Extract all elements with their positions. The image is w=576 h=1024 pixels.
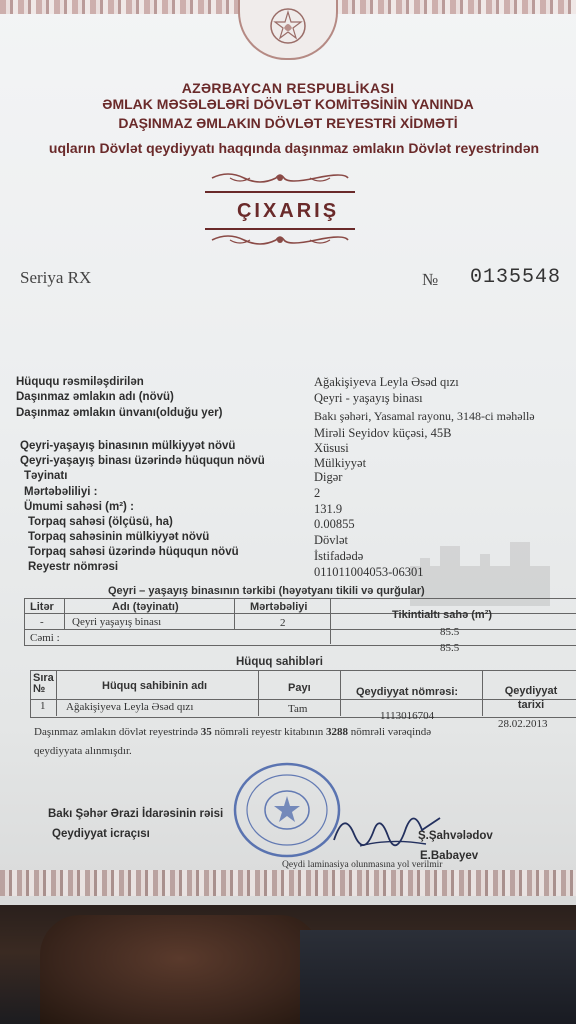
official-stamp (232, 760, 342, 860)
emblem-icon (268, 4, 308, 50)
field-label: Hüququ rəsmiləşdirilən (16, 376, 144, 388)
field-label: Təyinatı (24, 470, 68, 482)
registry-note-line2: qeydiyyata alınmışdır. (34, 745, 132, 757)
field-value: Qeyri - yaşayış binası (314, 391, 423, 405)
table-rule (258, 670, 259, 716)
handwritten-signature (330, 800, 450, 860)
field-label: Daşınmaz əmlakın ünvanı(olduğu yer) (16, 407, 223, 419)
table-rule (64, 598, 65, 629)
decorative-border-bottom (0, 870, 576, 896)
column-header: Qeydiyyat nömrəsi: (356, 686, 459, 698)
field-label: Qeyri-yaşayış binasının mülkiyyət növü (20, 440, 236, 452)
table-cell: - (40, 616, 44, 628)
title-rule-bottom (205, 228, 355, 230)
registry-note-part2: nömrəli reyestr kitabının (214, 726, 324, 738)
registry-note-part1: Daşınmaz əmlakın dövlət reyestrində (34, 726, 199, 738)
header-line-3: DAŞINMAZ ƏMLAKIN DÖVLƏT REYESTRİ XİDMƏTİ (118, 115, 458, 131)
table-cell: Tam (288, 703, 308, 715)
header-line-2: ƏMLAK MƏSƏLƏLƏRİ DÖVLƏT KOMİTƏSİNİN YANINDA (102, 96, 474, 112)
column-header: Mərtəbəliyi (250, 601, 308, 613)
field-label: Torpaq sahəsi (ölçüsü, ha) (28, 516, 173, 528)
field-value: Bakı şəhəri, Yasamal rayonu, 3148-ci məhəllə (314, 409, 535, 423)
header-line-4: uqların Dövlət qeydiyyatı haqqında daşınmaz əmlakın Dövlət reyestrindən (48, 140, 540, 156)
table-rule (482, 670, 483, 716)
column-header: Tikintialtı sahə (m²) (392, 609, 493, 621)
dark-fabric (300, 930, 576, 1024)
table-cell: 28.02.2013 (498, 718, 548, 730)
document-title: ÇIXARIŞ (236, 200, 340, 222)
header-line-1: AZƏRBAYCAN RESPUBLİKASI (181, 80, 395, 96)
table-rule (330, 598, 331, 644)
field-value: 011011004053-06301 (314, 565, 424, 579)
column-header: Qeydiyyat tarixi (504, 685, 558, 711)
field-label: Qeyri-yaşayış binası üzərində hüququn növü (20, 455, 265, 467)
registry-note-part3: nömrəli vərəqində (350, 726, 432, 738)
table-rule (340, 670, 341, 716)
title-rule-top (205, 191, 355, 193)
lamination-note: Qeydi laminasiya olunmasına yol verilmir (282, 860, 443, 870)
office-label: Bakı Şəhər Ərazi İdarəsinin rəisi (48, 808, 224, 820)
column-header: Payı (288, 682, 311, 694)
state-emblem (238, 0, 338, 60)
column-header: Sıra № (33, 672, 54, 695)
table-rule (24, 613, 576, 614)
field-label: Mərtəbəliliyi : (24, 486, 98, 498)
field-value: 2 (314, 486, 321, 500)
field-label: Daşınmaz əmlakın adı (növü) (16, 391, 174, 403)
table-rule (24, 629, 576, 630)
total-area: 85.5 (440, 642, 460, 654)
composition-caption: Qeyri – yaşayış binasının tərkibi (həyətyanı tikili və qurğular) (108, 585, 425, 597)
total-label: Cəmi : (30, 632, 60, 644)
table-cell: Qeyri yaşayış binası (72, 616, 162, 628)
table-cell: 85.5 (440, 626, 460, 638)
fortress-watermark (410, 536, 550, 606)
field-value: İstifadədə (314, 549, 364, 563)
leather-seat (40, 915, 320, 1024)
table-cell: 2 (280, 617, 286, 629)
field-value: Xüsusi (314, 441, 349, 455)
chief-name: Ş.Şahvələdov (418, 830, 493, 842)
owners-caption: Hüquq sahibləri (236, 656, 323, 668)
table-cell: Ağakişiyeva Leyla Əsəd qızı (66, 701, 194, 713)
field-label: Ümumi sahəsi (m²) : (24, 501, 134, 513)
registry-note (34, 726, 431, 738)
number-sign: № (422, 270, 439, 289)
table-rule (56, 670, 57, 716)
registry-book-number: 35 (200, 726, 212, 738)
executor-name: E.Babayev (420, 850, 479, 862)
field-label: Reyestr nömrəsi (28, 561, 119, 573)
field-value: Dövlət (314, 533, 349, 547)
document-number: 0135548 (470, 266, 562, 289)
column-header: Litər (30, 601, 54, 613)
registry-page-number: 3288 (326, 726, 349, 738)
table-rule (234, 598, 235, 629)
table-rule (30, 699, 576, 700)
field-label: Torpaq sahəsi üzərində hüququn növü (28, 546, 239, 558)
table-cell: 1113016704 (380, 710, 435, 722)
field-value: Digər (314, 470, 343, 484)
field-value: 131.9 (314, 502, 343, 516)
ornament-bottom (210, 232, 350, 248)
executor-label: Qeydiyyat icraçısı (52, 828, 150, 840)
field-value: Mirəli Seyidov küçəsi, 45B (314, 426, 452, 440)
field-value: Mülkiyyət (314, 456, 367, 470)
field-value: 0.00855 (314, 517, 355, 531)
column-header: Hüquq sahibinin adı (102, 680, 208, 692)
table-cell: 1 (40, 700, 46, 712)
series-label: Seriya RX (20, 268, 92, 287)
field-value: Ağakişiyeva Leyla Əsəd qızı (314, 375, 459, 389)
field-label: Torpaq sahəsinin mülkiyyət növü (28, 531, 210, 543)
ornament-top (210, 170, 350, 186)
column-header: Adı (təyinatı) (112, 601, 179, 613)
